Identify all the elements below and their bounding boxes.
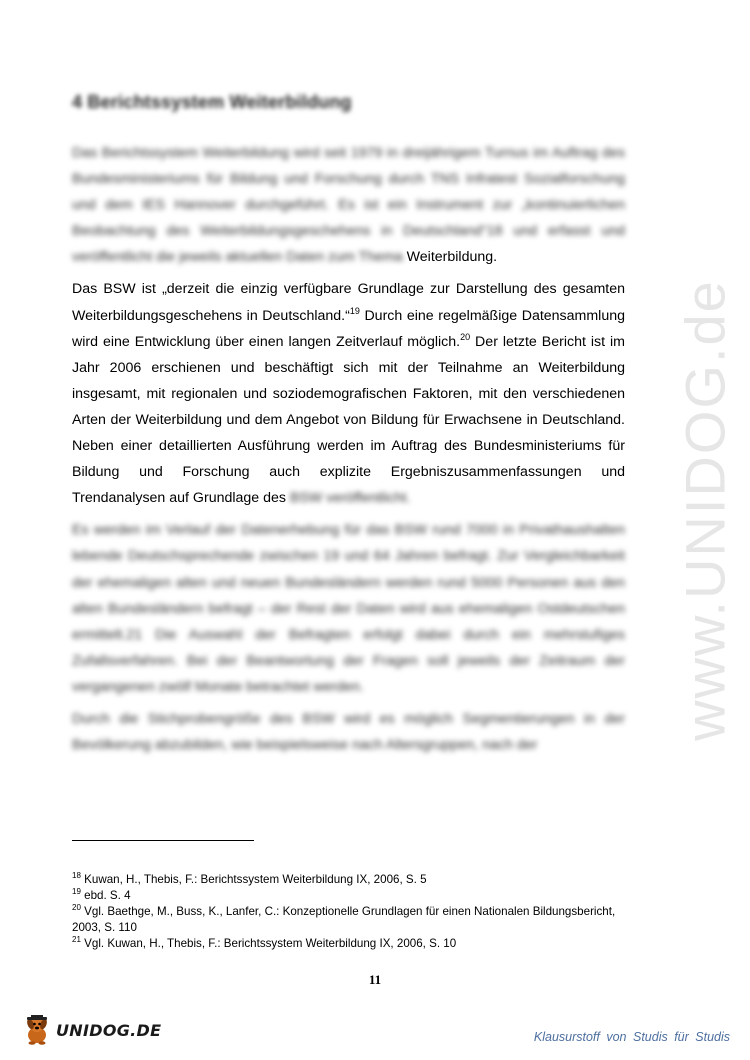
footnote-21: [72, 936, 632, 951]
watermark-text: www.UNIDOG.de: [673, 279, 737, 741]
footnote-text: Vgl. Kuwan, H., Thebis, F.: Berichtssystem Weiterbildung IX, 2006, S. 10: [84, 936, 457, 950]
footnotes: [72, 872, 632, 952]
paragraph-1-blurred: Das Berichtssystem Weiterbildung wird seit 1979 in dreijährigem Turnus im Auftrag des Bundesministeriums für Bildung und Forschung durch TNS Infratest Sozialforschung und dem IES Hannover durchgeführt. Es ist ein Instrument zur „kontinuierlichen Beobachtung des Weiterbildungsgeschehens in Deutschland“18 und erfasst und veröffentlicht die jeweils aktuellen Daten zum Thema: [72, 145, 625, 266]
paragraph-2-part3: Der letzte Bericht ist im Jahr 2006 erschienen und beschäftigt sich mit der Teilnahme an Weiterbildung insgesamt, mit regionalen und soziodemografischen Faktoren, mit den verschiedenen Arten der Weiterbildung und dem Angebot von Bildung für Erwachsene in Deutschland. Neben einer detaillierten Ausführung werden im Auftrag des Bundesministeriums für Bildung und Forschung auch explizite Ergebniszusammenfassungen und Trendanalysen auf Grundlage des: [72, 333, 625, 507]
watermark: [660, 270, 750, 750]
paragraph-2-part2: Durch eine regelmäßige Datensammlung wird eine Entwicklung über einen langen Zeitverlauf möglich.: [72, 307, 626, 350]
footnote-text: Vgl. Baethge, M., Buss, K., Lanfer, C.: Konzeptionelle Grundlagen für einen Nationalen Bildungsbericht, 2003, S. 110: [72, 905, 616, 934]
footnote-number: 18: [72, 871, 81, 880]
footnote-number: 20: [72, 903, 81, 913]
footnote-18: [72, 872, 632, 887]
paragraph-2-part1: Das BSW ist „derzeit die einzig verfügbare Grundlage zur Darstellung des gesamten Weiterbildungsgeschehens in Deutschland.“: [72, 281, 625, 324]
dog-mascot-icon: [22, 1014, 54, 1046]
footer-tagline: Klausurstoff von Studis für Studis: [533, 1030, 730, 1044]
footnote-text: ebd. S. 4: [84, 889, 131, 903]
paragraph-2: [72, 276, 625, 511]
logo-text: UNIDOG.DE: [56, 1020, 162, 1040]
footnote-ref-20: 20: [460, 331, 471, 342]
page-number: 11: [368, 972, 382, 987]
section-heading: 4 Berichtssystem Weiterbildung: [72, 92, 352, 112]
paragraph-1: [72, 140, 625, 270]
footnote-ref-19: 19: [349, 305, 360, 316]
unidog-logo[interactable]: [22, 1013, 161, 1047]
footnote-number: 21: [72, 934, 81, 944]
paragraph-3: Es werden im Verlauf der Datenerhebung für das BSW rund 7000 in Privathaushalten lebende Deutschsprechende zwischen 19 und 64 Jahren befragt. Zur Vergleichbarkeit der ehemaligen alten und neuen Bundesländern werden rund 5000 Personen aus den alten Bundesländern befragt – der Rest der Daten wird aus ehemaligen Ostdeutschen ermittelt.21 Die Auswahl der Befragten erfolgt dabei durch ein mehrstufiges Zufallsverfahren. Bei der Beantwortung der Fragen soll jeweils der Zeitraum der vergangenen zwölf Monate betrachtet werden.: [72, 522, 625, 695]
paragraph-2-blurred-end: BSW veröffentlicht.: [289, 490, 411, 507]
paragraph-1-end: Weiterbildung.: [406, 249, 498, 266]
footnote-number: 19: [72, 887, 81, 897]
footnote-text: Kuwan, H., Thebis, F.: Berichtssystem Weiterbildung IX, 2006, S. 5: [84, 873, 427, 886]
paragraph-4: Durch die Stichprobengröße des BSW wird es möglich Segmentierungen in der Bevölkerung abzubilden, wie beispielsweise nach Altersgruppen, nach der: [72, 710, 625, 754]
footnote-20: [72, 904, 632, 934]
footnote-19: [72, 888, 632, 903]
body-text: [72, 140, 625, 764]
footnote-divider: [72, 840, 254, 841]
